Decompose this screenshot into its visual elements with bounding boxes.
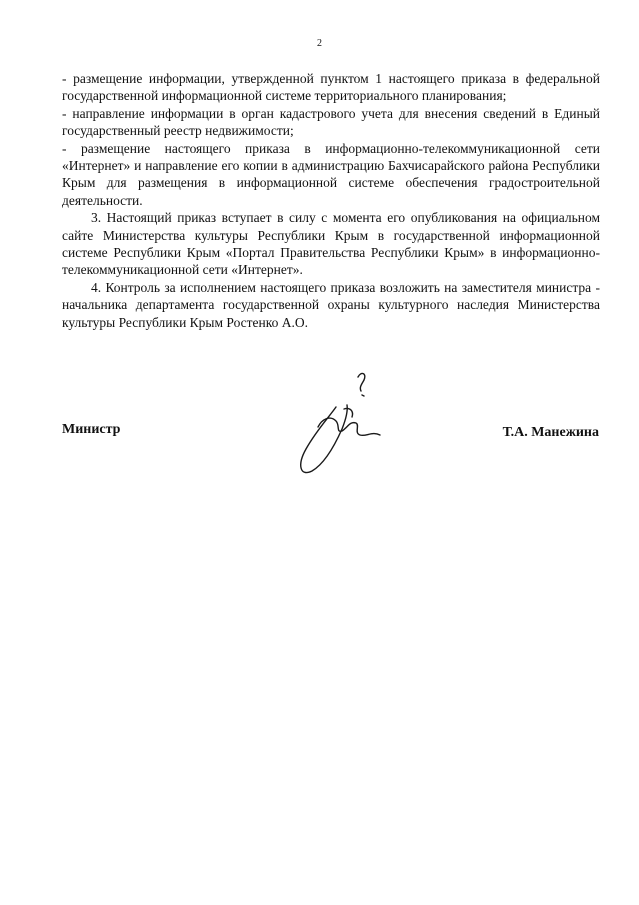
list-item-cadastral-registry: - направление информации в орган кадастрового учета для внесения сведений в Единый государственный реестр недвижимости; [62, 105, 600, 139]
document-body [62, 70, 600, 331]
signer-position: Министр [62, 422, 121, 437]
list-item-placement-fgis: - размещение информации, утвержденной пунктом 1 настоящего приказа в федеральной государственной информационной системе территориального планирования; [62, 71, 600, 104]
clause-4-control: 4. Контроль за исполнением настоящего приказа возложить на заместителя министра - начальника департамента государственной охраны культурного наследия Министерства культуры Республики Крым Ростенко А.О. [62, 279, 600, 330]
handwritten-signature-icon [284, 365, 394, 485]
list-item-internet-publication: - размещение настоящего приказа в информационно-телекоммуникационной сети «Интернет» и направление его копии в администрацию Бахчисарайского района Республики Крым для размещения в информационной системе обеспечения градостроительной деятельности. [62, 140, 600, 208]
signer-name: Т.А. Манежина [502, 425, 599, 440]
clause-3-entry-into-force: 3. Настоящий приказ вступает в силу с момента его опубликования на официальном сайте Министерства культуры Республики Крым в государственной информационной системе Республики Крым «Портал Правительства Республики Крым» в информационно-телекоммуникационной сети «Интернет». [62, 210, 600, 278]
page-number: 2 [317, 38, 322, 49]
